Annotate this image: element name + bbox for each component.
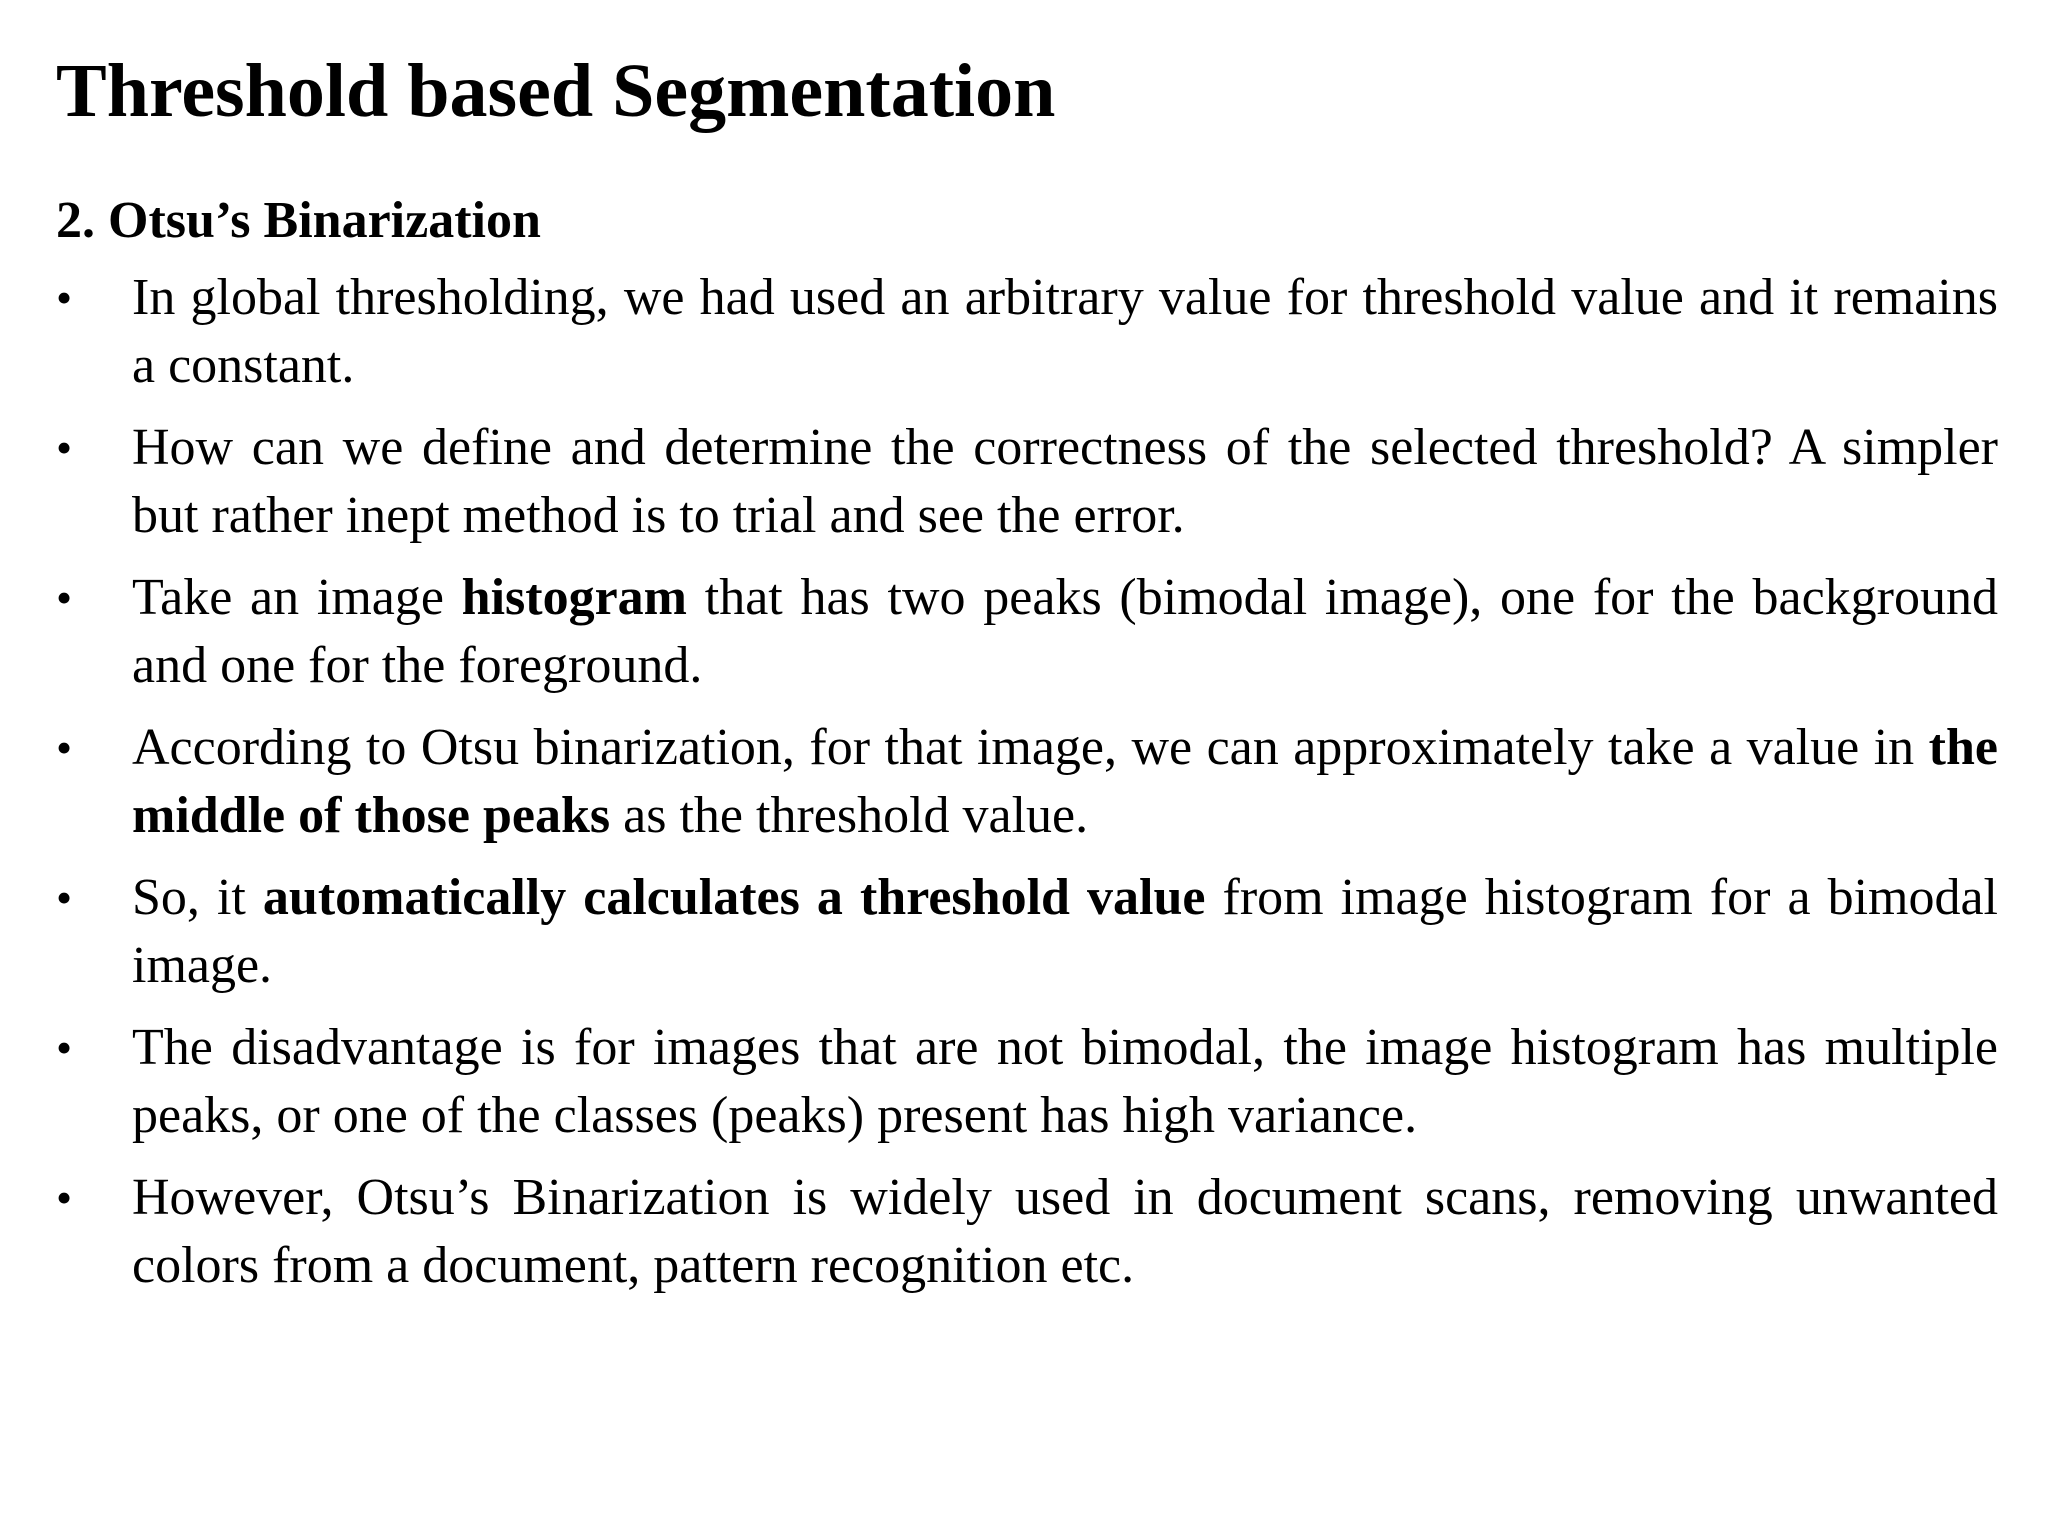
bullet-dot-icon: •	[56, 722, 73, 773]
bullet-text: from image histogram for a bimodal image.	[132, 869, 1998, 994]
section-heading: 2. Otsu’s Binarization	[56, 192, 541, 249]
bullet-item	[56, 1014, 1998, 1150]
bullet-item	[56, 414, 1998, 550]
bullet-text: as the threshold value.	[610, 787, 1089, 844]
bullet-text: However, Otsu’s Binarization is widely used in document scans, removing unwanted colors from a document, pattern recognition etc.	[132, 1169, 1998, 1294]
bullet-list	[56, 264, 1998, 1314]
bullet-text: So, it	[132, 869, 263, 926]
bullet-dot-icon: •	[56, 572, 73, 623]
bullet-dot-icon: •	[56, 272, 73, 323]
bullet-item	[56, 864, 1998, 1000]
bullet-emphasis: the middle of those peaks	[132, 719, 1998, 844]
bullet-text: In global thresholding, we had used an arbitrary value for threshold value and it remains a constant.	[132, 269, 1998, 394]
bullet-emphasis: automatically calculates a threshold value	[262, 869, 1206, 926]
bullet-dot-icon: •	[56, 422, 73, 473]
slide-title: Threshold based Segmentation	[56, 49, 1056, 133]
bullet-text: According to Otsu binarization, for that image, we can approximately take a value in	[132, 719, 1929, 776]
bullet-emphasis: histogram	[461, 569, 687, 626]
bullet-item	[56, 264, 1998, 400]
bullet-item	[56, 564, 1998, 700]
bullet-text: The disadvantage is for images that are not bimodal, the image histogram has multiple peaks, or one of the classes (peaks) present has high variance.	[132, 1019, 1998, 1144]
bullet-dot-icon: •	[56, 872, 73, 923]
bullet-dot-icon: •	[56, 1022, 73, 1073]
bullet-text: that has two peaks (bimodal image), one for the background and one for the foreground.	[132, 569, 1998, 694]
bullet-item	[56, 714, 1998, 850]
bullet-dot-icon: •	[56, 1172, 73, 1223]
bullet-text: How can we define and determine the correctness of the selected threshold? A simpler but rather inept method is to trial and see the error.	[132, 419, 1998, 544]
bullet-text: Take an image	[132, 569, 462, 626]
bullet-item	[56, 1164, 1998, 1300]
